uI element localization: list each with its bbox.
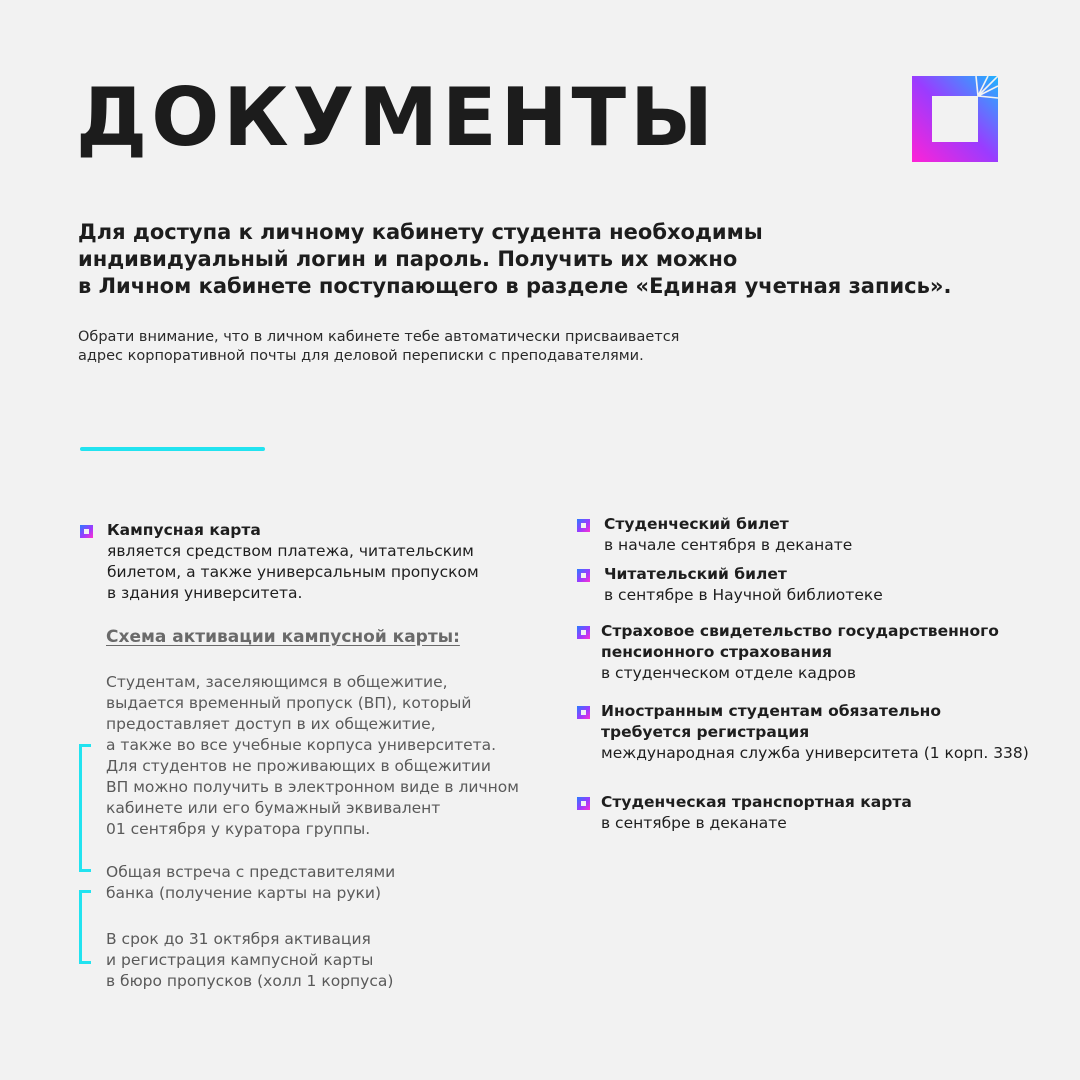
- scheme-bracket-1: [79, 744, 91, 872]
- bullet-icon: [577, 519, 590, 532]
- page-title: ДОКУМЕНТЫ: [76, 71, 717, 164]
- section-divider: [80, 447, 265, 451]
- intro-text: Для доступа к личному кабинету студента необходимы индивидуальный логин и пароль. Получить их можно в Личном кабинете поступающего в разделе «Единая учетная запись».: [78, 220, 952, 298]
- scheme-step-1: Студентам, заселяющимся в общежитие, выдается временный пропуск (ВП), который предоставляет доступ в их общежитие, а также во все учебные корпуса университета. Для студентов не проживающих в общежитии ВП можно получить в электронном виде в личном кабинете или его бумажный эквивалент 01 сентября у куратора группы.: [106, 673, 519, 838]
- bullet-icon: [577, 569, 590, 582]
- campus-card-heading: Кампусная карта: [107, 521, 261, 539]
- campus-card-item: Кампусная карта является средством платежа, читательским билетом, а также универсальным пропуском в здания университета.: [107, 521, 479, 602]
- scheme-title: Схема активации кампусной карты:: [106, 627, 460, 647]
- library-card-item: Читательский билет в сентябре в Научной библиотеке: [604, 565, 883, 604]
- scheme-step-3: В срок до 31 октября активация и регистрация кампусной карты в бюро пропусков (холл 1 корпуса): [106, 930, 394, 990]
- transport-card-item: Студенческая транспортная карта в сентябре в деканате: [601, 793, 912, 832]
- email-note: Обрати внимание, что в личном кабинете тебе автоматически присваивается адрес корпоративной почты для деловой переписки с преподавателями.: [78, 329, 680, 364]
- bullet-icon: [577, 626, 590, 639]
- bullet-icon: [577, 706, 590, 719]
- scheme-bracket-2: [79, 890, 91, 964]
- bullet-icon: [80, 525, 93, 538]
- student-id-item: Студенческий билет в начале сентября в деканате: [604, 515, 853, 554]
- bullet-icon: [577, 797, 590, 810]
- foreign-registration-item: Иностранным студентам обязательно требуется регистрация международная служба университета (1 корп. 338): [601, 702, 1029, 762]
- pension-insurance-item: Страховое свидетельство государственного пенсионного страхования в студенческом отделе кадров: [601, 622, 999, 682]
- university-logo-icon: [912, 76, 998, 162]
- scheme-step-2: Общая встреча с представителями банка (получение карты на руки): [106, 863, 396, 902]
